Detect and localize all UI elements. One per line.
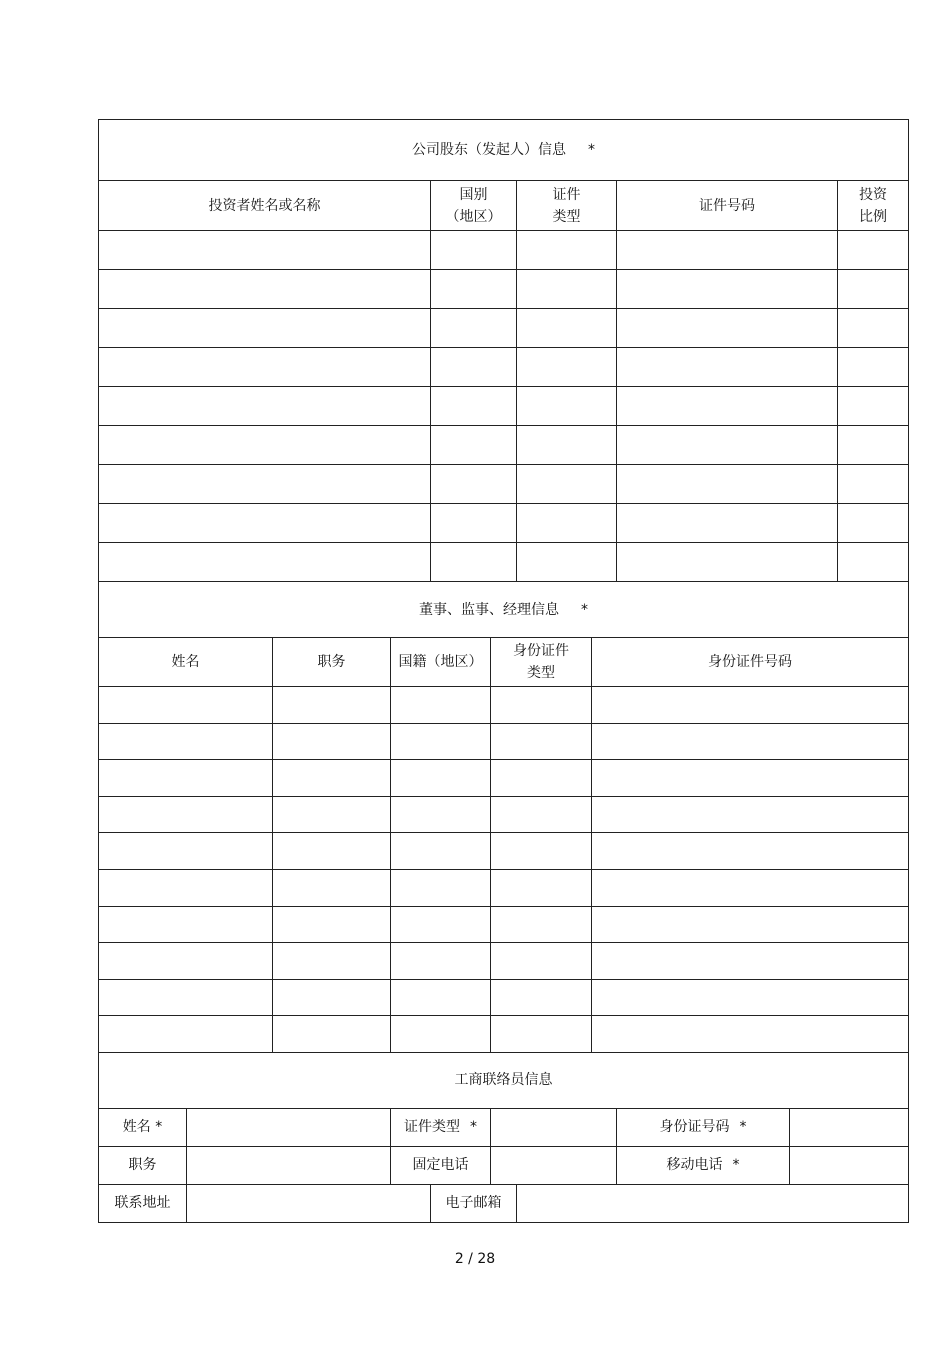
ratio-cell[interactable]	[838, 504, 909, 543]
contact-id-type-field[interactable]	[491, 1108, 617, 1146]
officer-name-cell[interactable]	[99, 943, 273, 980]
ratio-cell[interactable]	[838, 426, 909, 465]
officer-position-cell[interactable]	[273, 979, 391, 1016]
required-mark: *	[581, 601, 589, 618]
nationality-cell[interactable]	[391, 796, 491, 833]
id-type-cell[interactable]	[517, 426, 617, 465]
country-cell[interactable]	[431, 309, 517, 348]
required-mark: *	[739, 1119, 747, 1136]
required-mark: *	[732, 1157, 740, 1174]
officer-id-number-cell[interactable]	[592, 1016, 909, 1053]
country-cell[interactable]	[431, 270, 517, 309]
nationality-cell[interactable]	[391, 687, 491, 724]
officers-section-title	[99, 582, 909, 638]
contact-position-label: 职务	[99, 1146, 187, 1184]
form-table	[98, 119, 909, 1223]
shareholder-row	[99, 426, 909, 465]
investor-name-cell[interactable]	[99, 387, 431, 426]
officer-id-number-cell[interactable]	[592, 906, 909, 943]
investor-name-cell[interactable]	[99, 309, 431, 348]
officer-id-type-cell[interactable]	[491, 833, 592, 870]
header-nationality: 国籍（地区）	[391, 638, 491, 687]
country-cell[interactable]	[431, 465, 517, 504]
investor-name-cell[interactable]	[99, 504, 431, 543]
nationality-cell[interactable]	[391, 760, 491, 797]
officer-id-number-cell[interactable]	[592, 869, 909, 906]
officer-position-cell[interactable]	[273, 833, 391, 870]
officer-id-number-cell[interactable]	[592, 723, 909, 760]
officer-name-cell[interactable]	[99, 1016, 273, 1053]
ratio-cell[interactable]	[838, 465, 909, 504]
id-type-cell[interactable]	[517, 231, 617, 270]
investor-name-cell[interactable]	[99, 348, 431, 387]
officer-id-type-cell[interactable]	[491, 1016, 592, 1053]
officer-name-cell[interactable]	[99, 979, 273, 1016]
ratio-cell[interactable]	[838, 543, 909, 582]
officer-id-type-cell[interactable]	[491, 796, 592, 833]
nationality-cell[interactable]	[391, 869, 491, 906]
id-number-cell[interactable]	[617, 348, 838, 387]
registration-form	[98, 119, 908, 1223]
officer-id-number-cell[interactable]	[592, 943, 909, 980]
officer-name-cell[interactable]	[99, 906, 273, 943]
contact-email-field[interactable]	[517, 1184, 909, 1222]
officer-position-cell[interactable]	[273, 1016, 391, 1053]
header-country-region: 国别 （地区）	[431, 181, 517, 231]
contact-position-field[interactable]	[187, 1146, 391, 1184]
header-id-type: 证件 类型	[517, 181, 617, 231]
header-id-number: 证件号码	[617, 181, 838, 231]
contact-id-type-label: 证件类型 *	[391, 1108, 491, 1146]
shareholder-row	[99, 270, 909, 309]
id-type-cell[interactable]	[517, 309, 617, 348]
nationality-cell[interactable]	[391, 979, 491, 1016]
id-type-cell[interactable]	[517, 465, 617, 504]
shareholder-row	[99, 504, 909, 543]
officer-id-type-cell[interactable]	[491, 687, 592, 724]
contact-email-label: 电子邮箱	[431, 1184, 517, 1222]
id-type-cell[interactable]	[517, 348, 617, 387]
officer-row	[99, 943, 909, 980]
investor-name-cell[interactable]	[99, 426, 431, 465]
id-number-cell[interactable]	[617, 387, 838, 426]
officer-row	[99, 1016, 909, 1053]
officer-position-cell[interactable]	[273, 943, 391, 980]
contact-address-label: 联系地址	[99, 1184, 187, 1222]
officer-position-cell[interactable]	[273, 906, 391, 943]
id-number-cell[interactable]	[617, 543, 838, 582]
shareholder-row	[99, 543, 909, 582]
id-type-cell[interactable]	[517, 543, 617, 582]
officer-position-cell[interactable]	[273, 723, 391, 760]
id-number-cell[interactable]	[617, 504, 838, 543]
contact-name-label: 姓名 *	[99, 1108, 187, 1146]
investor-name-cell[interactable]	[99, 231, 431, 270]
officer-id-type-cell[interactable]	[491, 979, 592, 1016]
contact-id-number-field[interactable]	[790, 1108, 909, 1146]
officer-row	[99, 979, 909, 1016]
id-number-cell[interactable]	[617, 270, 838, 309]
id-number-cell[interactable]	[617, 309, 838, 348]
officer-name-cell[interactable]	[99, 760, 273, 797]
id-type-cell[interactable]	[517, 504, 617, 543]
ratio-cell[interactable]	[838, 387, 909, 426]
nationality-cell[interactable]	[391, 723, 491, 760]
country-cell[interactable]	[431, 426, 517, 465]
contact-landline-field[interactable]	[491, 1146, 617, 1184]
ratio-cell[interactable]	[838, 348, 909, 387]
officer-row	[99, 869, 909, 906]
investor-name-cell[interactable]	[99, 465, 431, 504]
id-number-cell[interactable]	[617, 465, 838, 504]
id-type-cell[interactable]	[517, 270, 617, 309]
header-officer-name: 姓名	[99, 638, 273, 687]
shareholder-row	[99, 348, 909, 387]
officer-name-cell[interactable]	[99, 796, 273, 833]
shareholders-title: 公司股东（发起人）信息	[412, 142, 567, 158]
officer-position-cell[interactable]	[273, 760, 391, 797]
header-officer-position: 职务	[273, 638, 391, 687]
officer-id-type-cell[interactable]	[491, 869, 592, 906]
officer-id-number-cell[interactable]	[592, 979, 909, 1016]
investor-name-cell[interactable]	[99, 543, 431, 582]
country-cell[interactable]	[431, 543, 517, 582]
required-mark: *	[588, 142, 596, 158]
ratio-cell[interactable]	[838, 270, 909, 309]
ratio-cell[interactable]	[838, 231, 909, 270]
officer-id-type-cell[interactable]	[491, 723, 592, 760]
country-cell[interactable]	[431, 387, 517, 426]
nationality-cell[interactable]	[391, 906, 491, 943]
header-officer-id-number: 身份证件号码	[592, 638, 909, 687]
officer-position-cell[interactable]	[273, 687, 391, 724]
nationality-cell[interactable]	[391, 833, 491, 870]
shareholder-row	[99, 465, 909, 504]
id-number-cell[interactable]	[617, 231, 838, 270]
nationality-cell[interactable]	[391, 1016, 491, 1053]
officer-name-cell[interactable]	[99, 723, 273, 760]
contact-id-number-label: 身份证号码 *	[617, 1108, 790, 1146]
officer-id-type-cell[interactable]	[491, 943, 592, 980]
shareholder-row	[99, 309, 909, 348]
officer-id-number-cell[interactable]	[592, 687, 909, 724]
officer-id-type-cell[interactable]	[491, 760, 592, 797]
officer-row	[99, 796, 909, 833]
contact-mobile-label: 移动电话 *	[617, 1146, 790, 1184]
header-investor-name: 投资者姓名或名称	[99, 181, 431, 231]
officer-id-number-cell[interactable]	[592, 833, 909, 870]
officer-name-cell[interactable]	[99, 687, 273, 724]
officer-position-cell[interactable]	[273, 796, 391, 833]
officer-row	[99, 833, 909, 870]
officers-title: 董事、监事、经理信息	[419, 601, 560, 618]
shareholder-row	[99, 387, 909, 426]
shareholder-row	[99, 231, 909, 270]
officer-position-cell[interactable]	[273, 869, 391, 906]
required-mark: *	[470, 1119, 477, 1136]
id-number-cell[interactable]	[617, 426, 838, 465]
contact-name-field[interactable]	[187, 1108, 391, 1146]
officer-row	[99, 723, 909, 760]
officer-id-type-cell[interactable]	[491, 906, 592, 943]
officer-id-number-cell[interactable]	[592, 796, 909, 833]
officer-row	[99, 906, 909, 943]
contact-address-field[interactable]	[187, 1184, 431, 1222]
officer-row	[99, 760, 909, 797]
officer-name-cell[interactable]	[99, 869, 273, 906]
nationality-cell[interactable]	[391, 943, 491, 980]
header-investment-ratio: 投资 比例	[838, 181, 909, 231]
contact-section-title: 工商联络员信息	[99, 1052, 909, 1108]
officer-id-number-cell[interactable]	[592, 760, 909, 797]
contact-landline-label: 固定电话	[391, 1146, 491, 1184]
officer-row	[99, 687, 909, 724]
ratio-cell[interactable]	[838, 309, 909, 348]
officer-name-cell[interactable]	[99, 833, 273, 870]
country-cell[interactable]	[431, 231, 517, 270]
investor-name-cell[interactable]	[99, 270, 431, 309]
contact-mobile-field[interactable]	[790, 1146, 909, 1184]
shareholders-section-title	[99, 120, 909, 181]
required-mark: *	[155, 1119, 163, 1136]
country-cell[interactable]	[431, 504, 517, 543]
header-officer-id-type: 身份证件 类型	[491, 638, 592, 687]
page-number: 2 / 28	[454, 1251, 496, 1267]
country-cell[interactable]	[431, 348, 517, 387]
id-type-cell[interactable]	[517, 387, 617, 426]
